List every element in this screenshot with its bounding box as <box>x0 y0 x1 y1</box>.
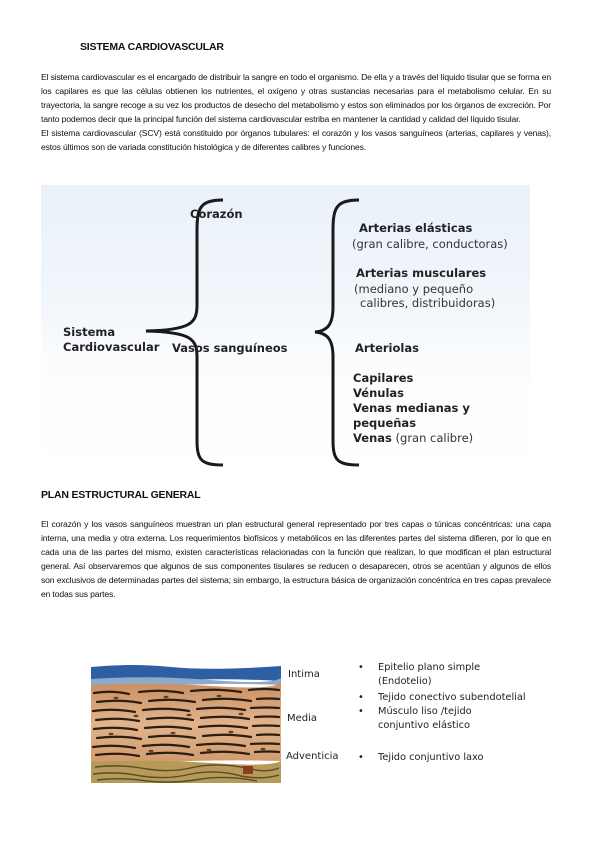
layer-media-label: Media <box>287 713 318 724</box>
layer-intima-label: Intima <box>288 669 320 680</box>
root-label <box>63 325 159 355</box>
arterioles: Arteriolas <box>355 341 419 355</box>
list-item: • Tejido conjuntivo laxo <box>358 751 498 765</box>
muscular-arteries: Arterias musculares <box>356 266 487 280</box>
list-item: • Músculo liso /tejido conjuntivo elástico <box>358 705 508 733</box>
layer-components-list <box>358 661 558 765</box>
list-item: • Tejido conectivo subendotelial <box>358 691 558 705</box>
medium-veins-2: pequeñas <box>353 416 417 430</box>
branch-heart: Corazón <box>190 207 243 221</box>
vessel-wall-illustration <box>91 663 281 783</box>
plan-paragraph <box>41 517 551 601</box>
elastic-arteries-desc: (gran calibre, conductoras) <box>352 237 508 251</box>
list-item: • Epitelio plano simple (Endotelio) <box>358 661 498 689</box>
cardiovascular-diagram <box>41 185 530 468</box>
veins-row <box>353 431 473 446</box>
venules: Vénulas <box>353 386 404 400</box>
media-layer <box>91 683 281 765</box>
intro-paragraph-2: El sistema cardiovascular (SCV) está constituido por órganos tubulares: el corazón y los vasos sanguíneos (arterias, capilares y venas), estos últimos son de variada constitución histológica y de diferentes calibres y funciones. <box>41 128 551 152</box>
veins-desc: (gran calibre) <box>395 431 474 445</box>
muscular-arteries-desc-1: (mediano y pequeño <box>354 282 474 296</box>
section-title: PLAN ESTRUCTURAL GENERAL <box>41 489 201 501</box>
root-line-1: Sistema <box>63 325 116 339</box>
root-line-2: Cardiovascular <box>63 340 160 354</box>
intro-paragraph-1: El sistema cardiovascular es el encargado de distribuir la sangre en todo el organismo. De ella y a través del líquido tisular que se forma en los capilares es que las células obtienen los nutrientes, el oxígeno y otras sustancias necesarias para el metabolismo celular. En su trayectoria, la sangre recoge a su vez los productos de desecho del metabolismo y estos son eliminados por los órganos de excreción. Por tanto podemos decir que la principal función del sistema cardiovascular estriba en mantener la cantidad y calidad del líquido tisular. <box>41 72 551 124</box>
capillaries: Capilares <box>353 371 414 385</box>
branch-vessels: Vasos sanguíneos <box>172 341 288 355</box>
layer-adventitia-label: Adventicia <box>286 751 339 762</box>
vasa-vasorum <box>243 766 253 774</box>
page-title: SISTEMA CARDIOVASCULAR <box>80 41 224 53</box>
plan-text: El corazón y los vasos sanguíneos muestran un plan estructural general representado por tres capas o túnicas concéntricas: una capa interna, una media y otra externa. Los requerimientos biofísicos y metabólicos en las diferentes partes del sistema difieren, por lo que en cada una de las partes del mismo, existen características relacionadas con la función que realizan, lo que modifican el plan estructural general. Así observaremos que algunos de sus componentes tisulares se reducen o desaparecen, otros se acentúan y algunos de ellos son exclusivos de determinadas partes del sistema; sin embargo, la estructura básica de organización concéntrica en tres capas prevalece en todas sus partes. <box>41 519 551 599</box>
veins: Venas <box>353 431 392 445</box>
medium-veins-1: Venas medianas y <box>353 401 470 415</box>
elastic-arteries: Arterias elásticas <box>359 221 473 235</box>
intro-paragraphs <box>41 70 551 154</box>
muscular-arteries-desc-2: calibres, distribuidoras) <box>360 296 496 310</box>
